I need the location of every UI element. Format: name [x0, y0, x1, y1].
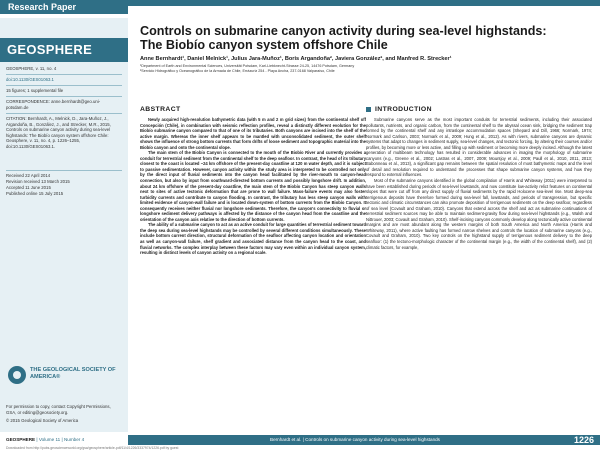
- title-line-1: Controls on submarine canyon activity during sea-level highstands:: [140, 24, 547, 38]
- running-head: Bernhardt et al. | Controls on submarine canyon activity during sea-level highstands: [270, 437, 440, 442]
- download-note: Downloaded from http://pubs.geoscienceworld.org/gsa/geosphere/article-pdf/11/4/1226/3337974/1226.pdf by guest: [6, 446, 179, 450]
- footer-journal-name: GEOSPHERE: [6, 437, 36, 442]
- correspondence: CORRESPONDENCE: anne.bernhardt@geo.uni-potsdam.de: [6, 99, 101, 110]
- revision-date: Revision received 13 March 2015: [6, 179, 70, 184]
- section-tab: Research Paper: [0, 0, 128, 14]
- abstract-heading: [140, 106, 181, 113]
- affiliation-2: ²Servicio Hidrográfico y Oceanográfico de la Armada de Chile, Errázuriz 254 - Playa Ancha, 237-0168 Valparaíso, Chile: [140, 68, 335, 73]
- section-marker-icon: [366, 107, 371, 112]
- abstract-paragraph: Newly acquired high-resolution bathymetric data (with 5 m and 2 m grid sizes) from the continental shelf off Concepción (Chile), in combination with seismic reflection profiles, reveal a distinctly different evolution for the Biobío submarine canyon compared to that of one of its tributaries. Both canyons are incised into the shelf of the active margin. Whereas the inner shelf appears to be mantled with unconsolidated sediment, the outer shelf shows the influence of strong bottom currents that form drifts of loose sediment and topographic material into the Biobío canyon and onto the continental slope.: [140, 117, 366, 150]
- introduction-paragraph: Submarine canyons serve as the most important conduits for terrestrial sediments, including their associated pollutants, nutrients, and organic carbon, from the continental shelf to the abyssal ocean sink, bridging the sediment trap formed by the continental shelf and any intraslope accommodation spaces (Shepard and Dill, 1966; Normark, 1974; Normark and Carlson, 2003; Normark et al., 2009; Hung et al., 2012). As with rivers, submarine canyons are dynamic systems that adapt to changes in sediment supply, sea-level changes, and tectonic forcing, by altering their courses and/or profiles, by becoming more or less active, and filling up with sediment or becoming more deeply incised. Although the latest generation of multibeam technology has resulted in considerable advances in imaging the morphology of submarine canyons (e.g., Greene et al., 2002; Lastras et al., 2007, 2009; Mountjoy et al., 2009; Paull et al., 2010, 2011, 2013; Babonneau et al., 2013), a significant gap remains between the spatial resolution of most bathymetric maps and the level of detail and resolution required to understand the processes that shape submarine canyon systems, and how they respond to external influences.: [366, 117, 592, 178]
- title-line-2: The Biobío canyon system offshore Chile: [140, 38, 388, 52]
- introduction-paragraph: Most of the submarine canyons identified in the global compilation of Harris and Whiteway (2011) were interpreted to have been established during periods of sea-level lowstands, and now constitute low-activity relict features on continental slopes that were cut off from any direct supply of fluvial sediments by the rapid Holocene sea-level rise. Most deep-sea terrigenous deposits have therefore formed during sea-level fall, lowstands, and periods of transgression, but specific tectonic and climatic circumstances can also promote deposition of terrigenous sediments on the deep seafloor, regardless of sea level (Covault and Graham, 2010). Canyons that extend across the shelf and act as submarine continuations of terrestrial sediment sources may be able to maintain sediment-gravity flow during sea-level highstands (e.g., Walsh and Nittrouer, 2003; Covault and Graham, 2010). Shelf-incising canyons commonly develop along tectonically active continental margins and are most abundant along the western margins of both South America and North America (Harris and Whiteway, 2011), where active faulting has formed narrow shelves and controls the location of submarine canyons (e.g., Covault and Graham, 2010). Two key controls on the highstand supply of terrigenous sediment delivery to the deep seafloor: (1) the tectono-morphologic character of the continental margin (e.g., the width of the continental shelf), and (2) climatic factors, for example,: [366, 178, 592, 250]
- abstract-paragraph: The main stem of the Biobío Canyon is connected to the mouth of the Biobío River and currently provides a conduit for terrestrial sediment from the continental shelf to the deep seafloor. In contrast, the head of its tributary closest to the coast is located ~24 km offshore of the present-day coastline at 120 m water depth, and it is subject to passive sedimentation. However, canyon activity within the study area is interpreted to be controlled not only by the direct input of fluvial sediments into the canyon head facilitated by the river-mouth to canyon-head connection, but also by input from southward-directed bottom currents and possibly longshore drift. In addition, about 24 km offshore of the present-day coastline, the main stem of the Biobío Canyon has steep canyon walls next to sites of active tectonic deformation that are prone to wall failure. Mass-failure events may also foster turbidity currents and contribute to canyon flooding. In contrast, the tributary has less steep canyon walls with limited evidence of canyon-wall failure and is located down-system of bottom currents from the Biobío Canyon. It consequently receives neither fluvial nor longshore sediments. Therefore, the canyon's connectivity to fluvial or longshore sediment delivery pathways is affected by the distance of the canyon head from the coastline and the orientation of the canyon axis relative to the direction of bottom currents.: [140, 150, 366, 222]
- gsa-logo: [8, 366, 124, 386]
- society-name: THE GEOLOGICAL SOCIETY OF AMERICA®: [30, 367, 116, 380]
- abstract-label: ABSTRACT: [140, 106, 181, 113]
- figures-count: 15 figures; 1 supplemental file: [6, 88, 64, 93]
- article-title: [140, 24, 590, 52]
- received-date: Received 22 April 2014: [6, 173, 51, 178]
- introduction-label: INTRODUCTION: [375, 106, 432, 113]
- affiliation-1: ¹Department of Earth and Environmental Sciences, Universität Potsdam, Karl-Liebknecht-Strasse 24-25, 14476 Potsdam, Germany: [140, 64, 355, 68]
- introduction-heading: [366, 106, 432, 113]
- footer-journal: [6, 435, 84, 445]
- published-date: Published online 15 July 2015: [6, 191, 64, 196]
- accepted-date: Accepted 11 June 2015: [6, 185, 51, 190]
- copyright: © 2015 Geological Society of America: [6, 418, 79, 423]
- doi-link[interactable]: doi:10.1130/GES01063.1: [6, 77, 54, 82]
- affiliations: [140, 64, 590, 74]
- footer-volume: | Volume 11 | Number 4: [36, 437, 85, 442]
- page-footer: [0, 432, 600, 455]
- volume-line: GEOSPHERE, v. 11, no. 4: [6, 66, 57, 71]
- page-number: 1226: [573, 435, 594, 445]
- citation: CITATION: Bernhardt, A., Melnick, D., Jara-Muñoz, J., Argandoña, B., González, J., and Strecker, M.R., 2015, Controls on submarine canyon activity during sea-level highstands: The Biobío canyon system offshore Chile: Geosphere, v. 11, no. 4, p. 1226–1255, doi:10.1130/GES01063.1.: [6, 116, 111, 149]
- divider: [6, 85, 122, 86]
- author-list: Anne Bernhardt¹, Daniel Melnick¹, Julius Jara-Muñoz¹, Boris Argandoña², Javiera González², and Manfred R. Strecker¹: [140, 56, 452, 62]
- divider: [6, 74, 122, 75]
- journal-logo: GEOSPHERE: [0, 38, 128, 62]
- divider: [6, 113, 122, 114]
- divider: [6, 96, 122, 97]
- abstract-paragraph: The ability of a submarine canyon to act as an active conduit for large quantities of terrestrial sediment toward the deep sea during sea-level highstands may be controlled by several different conditions simultaneously. These include bottom current direction, structural deformation of the seafloor affecting canyon location and orientation as well as canyon-wall failure, shelf gradient and associated distance from the canyon head to the coast, and fluvial networks. The complex interplay between these factors may vary even within an individual canyon system, resulting in distinct levels of canyon activity on a regional scale.: [140, 222, 366, 256]
- gsa-seal-icon: [8, 366, 26, 384]
- permission-note: For permission to copy, contact Copyright Permissions, GSA, or editing@geosociety.org.: [6, 404, 111, 415]
- sidebar: [0, 18, 128, 432]
- introduction-column: [366, 117, 592, 250]
- divider: [6, 170, 122, 171]
- abstract-column: [140, 117, 366, 256]
